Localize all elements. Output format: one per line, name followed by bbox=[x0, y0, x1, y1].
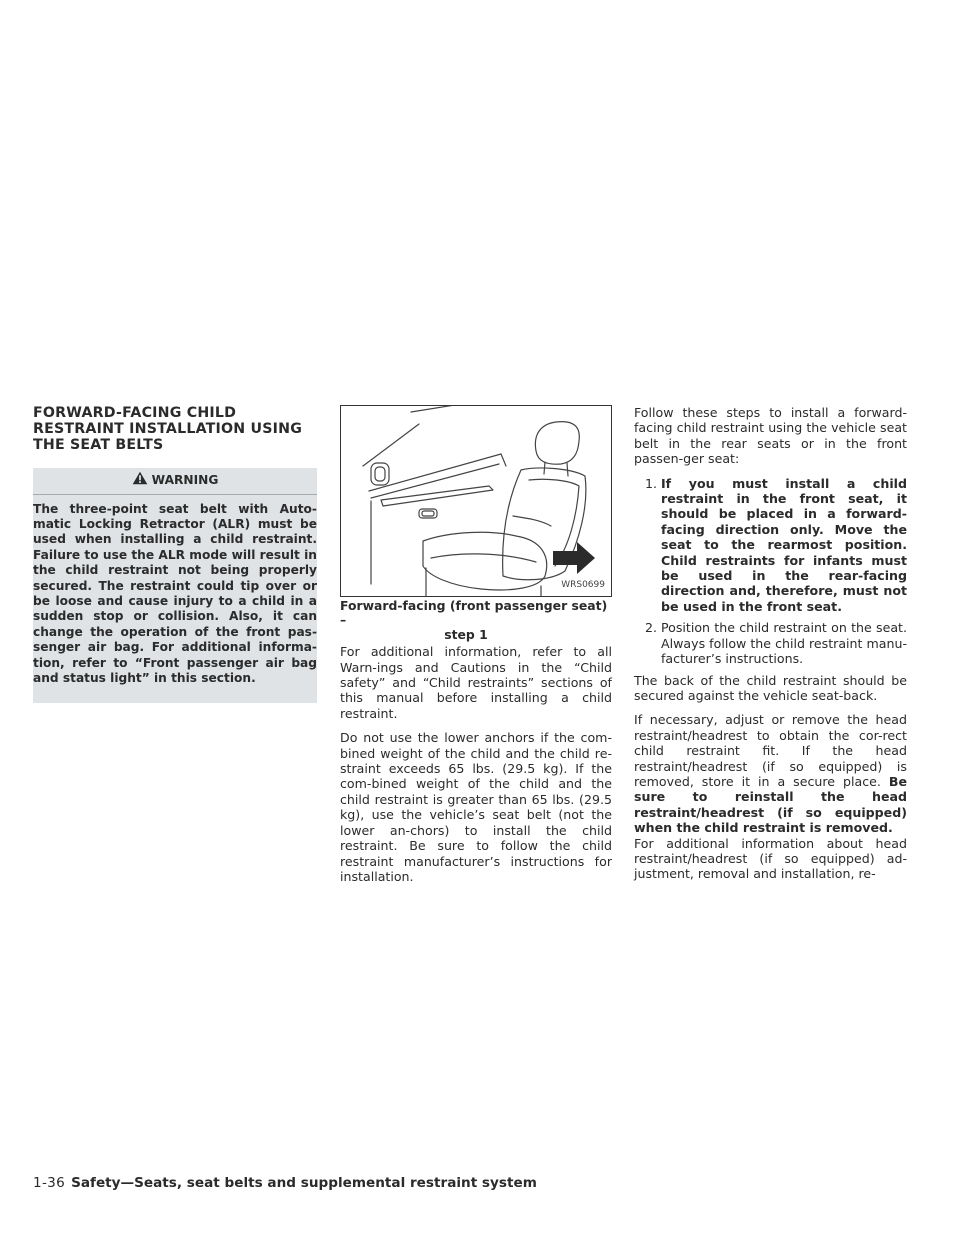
step-2-head-restraint-note bbox=[634, 712, 907, 835]
forward-arrow-icon bbox=[553, 542, 595, 574]
step-1-text: If you must install a child restraint in the front seat, it should be placed in a forward-facing direction only. Move the seat to the rearmost position. Child restraints for infants must be used in the rear-facing direction and, therefore, must not be used in the front seat. bbox=[661, 475, 907, 614]
warning-header bbox=[33, 468, 317, 495]
figure-id: WRS0699 bbox=[561, 579, 605, 590]
head-restraint-reinstall-warning: Be sure to reinstall the head restraint/headrest (if so equipped) when the child restraint is removed. bbox=[634, 773, 907, 836]
figure-caption-line2: step 1 bbox=[444, 626, 488, 642]
figure-caption-line1: Forward-facing (front passenger seat) – bbox=[340, 598, 608, 628]
paragraph-additional-info: For additional information, refer to all Warn-ings and Cautions in the “Child safety” and “Child restraints” sections of this manual before installing a child restraint. bbox=[340, 644, 612, 721]
warning-text: The three-point seat belt with Auto-matic Locking Retractor (ALR) must be used when installing a child restraint. Failure to use the ALR mode will result in the child restraint not being properly secured. The restraint could tip over or be loose and cause injury to a child in a sudden stop or collision. Also, it can change the operation of the front pas-senger air bag. For additional informa-tion, refer to “Front passenger air bag and status light” in this section. bbox=[33, 501, 317, 686]
paragraph-lower-anchors: Do not use the lower anchors if the com-bined weight of the child and the child re-straint exceeds 65 lbs. (29.5 kg). If the com-bined weight of the child and the child restraint is greater than 65 lbs. (29.5 kg), use the vehicle’s seat belt (not the lower an-chors) to install the child restraint. Be sure to follow the child restraint manufacturer’s instructions for installation. bbox=[340, 730, 612, 884]
left-column bbox=[33, 405, 317, 703]
head-restraint-adjust-text: If necessary, adjust or remove the head restraint/headrest to obtain the cor-rect child restraint fit. If the head restraint/headrest (if so equipped) is removed, store it in a secure place. bbox=[634, 712, 907, 789]
page-footer bbox=[33, 1175, 537, 1191]
warning-box bbox=[33, 468, 317, 704]
seat-illustration bbox=[340, 405, 612, 597]
right-column bbox=[634, 405, 907, 891]
step-2-seatback-note: The back of the child restraint should be secured against the vehicle seat-back. bbox=[634, 672, 907, 703]
warning-triangle-icon bbox=[132, 471, 148, 489]
figure-caption bbox=[340, 599, 612, 642]
section-title: FORWARD-FACING CHILD RESTRAINT INSTALLATION USING THE SEAT BELTS bbox=[33, 405, 303, 454]
chapter-title: Safety—Seats, seat belts and supplemental restraint system bbox=[71, 1175, 537, 1191]
step-2-additional-info: For additional information about head restraint/headrest (if so equipped) ad-justment, removal and installation, re- bbox=[634, 835, 907, 882]
middle-column bbox=[340, 405, 612, 893]
step-2-number: 2. bbox=[644, 620, 657, 636]
step-1 bbox=[634, 476, 907, 615]
paragraph-intro: Follow these steps to install a forward-facing child restraint using the vehicle seat belt in the rear seats or in the front passen-ger seat: bbox=[634, 405, 907, 467]
step-1-number: 1. bbox=[644, 475, 657, 491]
forward-facing-seat-drawing bbox=[341, 406, 611, 596]
step-2 bbox=[634, 620, 907, 666]
page-number: 1-36 bbox=[33, 1175, 66, 1191]
warning-label: WARNING bbox=[151, 472, 219, 487]
step-2-text: Position the child restraint on the seat. Always follow the child restraint manu-facturer’s instructions. bbox=[661, 620, 907, 667]
